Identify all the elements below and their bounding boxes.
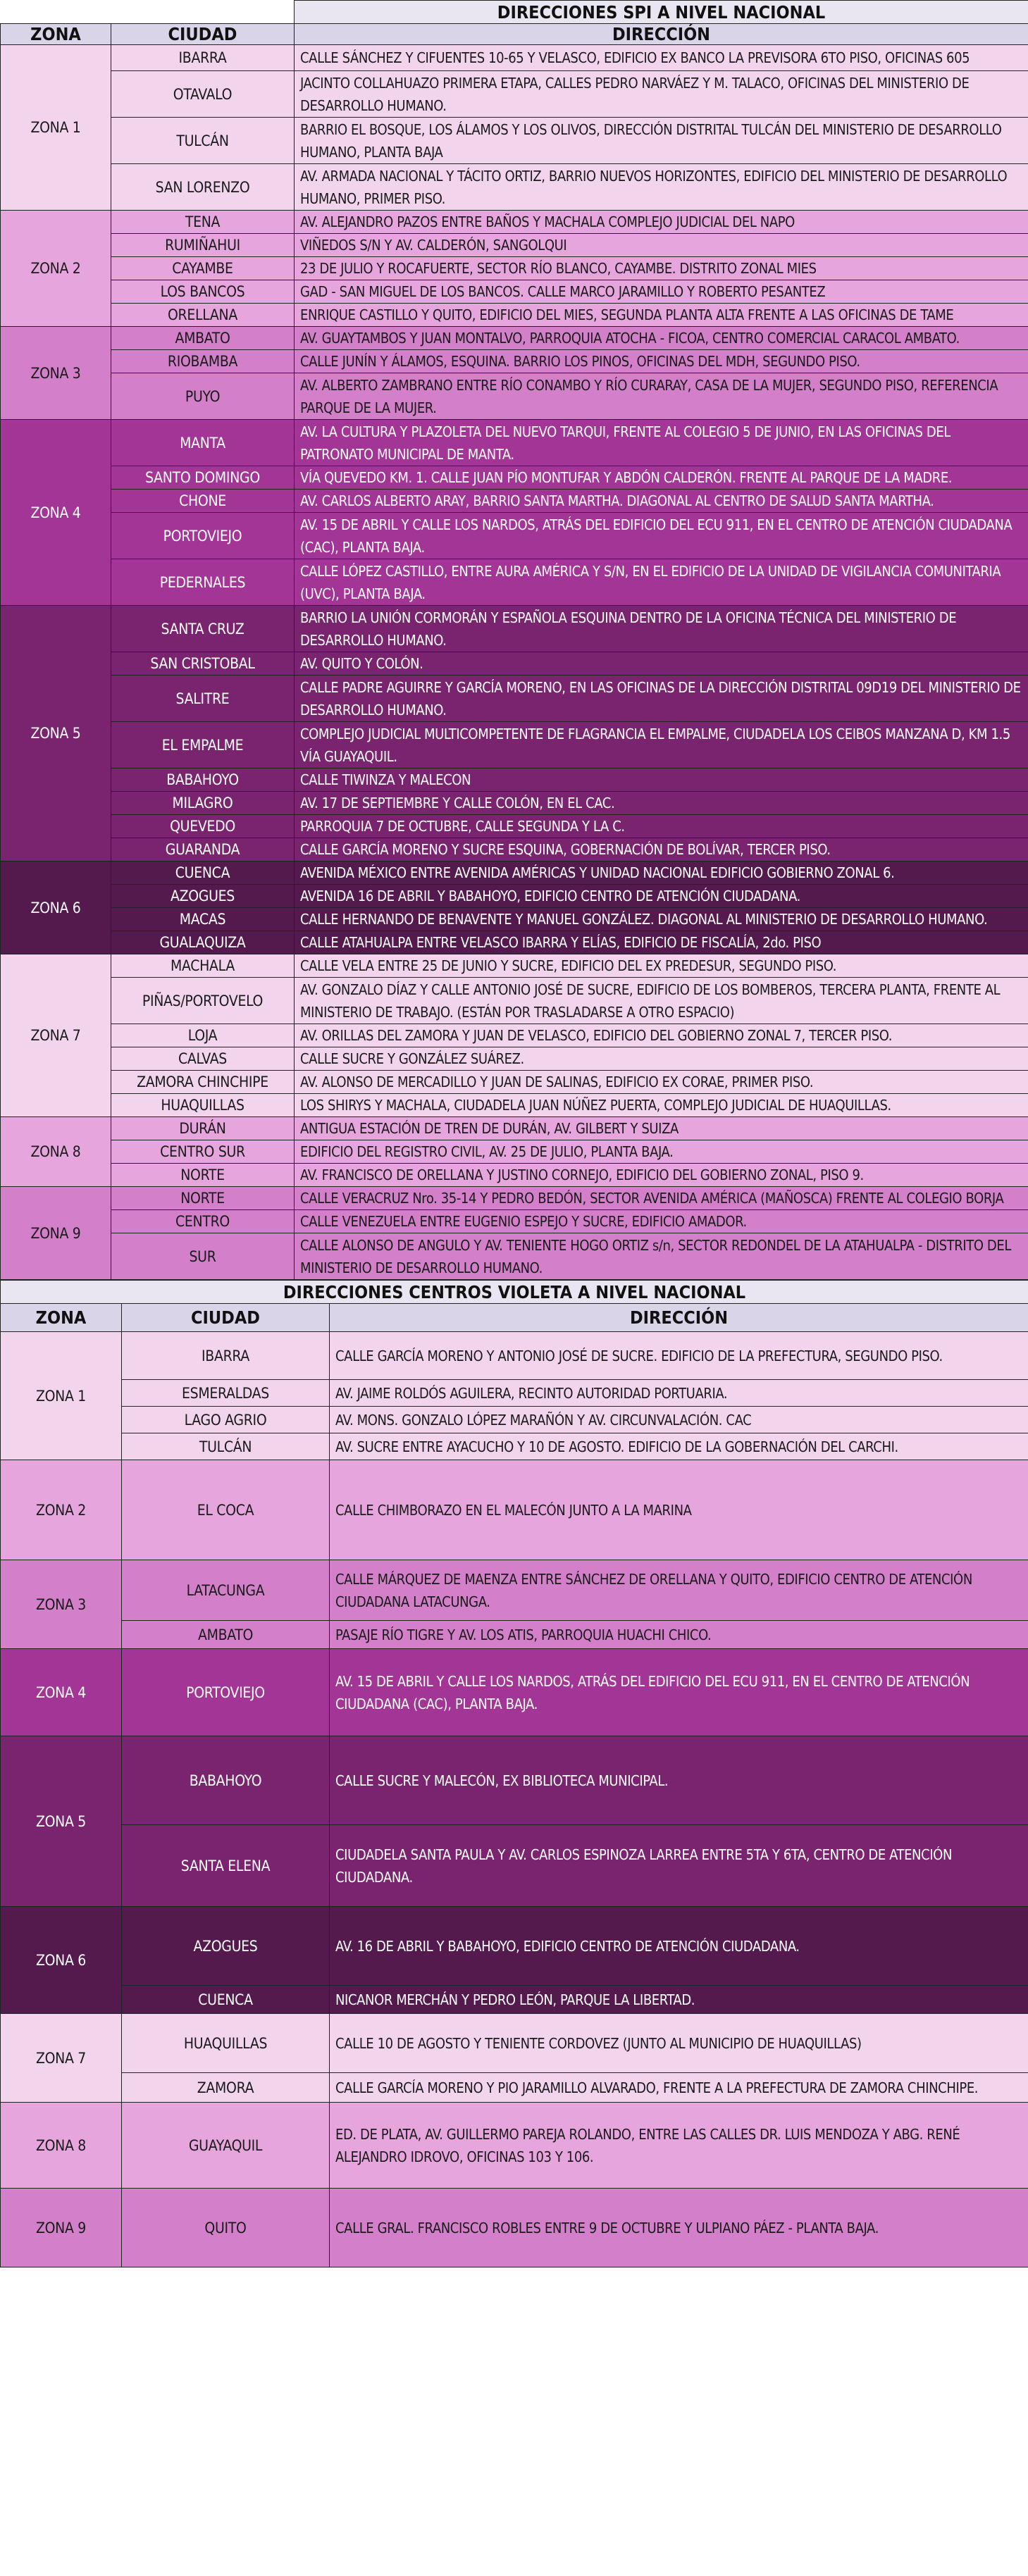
table-row [1,2103,1028,2189]
table-row [1,2014,1028,2073]
direccion-cell: AV. FRANCISCO DE ORELLANA Y JUSTINO CORNEJO, EDIFICIO DEL GOBIERNO ZONAL, PISO 9. [295,1164,1028,1187]
table-row [1,1071,1028,1094]
table-row [1,118,1028,164]
table-row [1,420,1028,466]
ciudad-cell: LOJA [111,1024,295,1047]
direccion-cell: AV. CARLOS ALBERTO ARAY, BARRIO SANTA MARTHA. DIAGONAL AL CENTRO DE SALUD SANTA MARTHA. [295,490,1028,513]
table-row [1,466,1028,490]
direccion-cell: CALLE PADRE AGUIRRE Y GARCÍA MORENO, EN LAS OFICINAS DE LA DIRECCIÓN DISTRITAL 09D19 DEL MINISTERIO DE DESARROLLO HUMANO. [295,676,1028,722]
table-row [1,1164,1028,1187]
direccion-cell: BARRIO LA UNIÓN CORMORÁN Y ESPAÑOLA ESQUINA DENTRO DE LA OFICINA TÉCNICA DEL MINISTERIO DE DESARROLLO HUMANO. [295,606,1028,652]
direccion-cell: EDIFICIO DEL REGISTRO CIVIL, AV. 25 DE JULIO, PLANTA BAJA. [295,1140,1028,1164]
direccion-cell: ENRIQUE CASTILLO Y QUITO, EDIFICIO DEL MIES, SEGUNDA PLANTA ALTA FRENTE A LAS OFICINAS DE TAME [295,304,1028,327]
ciudad-cell: PORTOVIEJO [111,513,295,559]
ciudad-cell: SAN LORENZO [111,164,295,211]
direccion-cell: AV. ALONSO DE MERCADILLO Y JUAN DE SALINAS, EDIFICIO EX CORAE, PRIMER PISO. [295,1071,1028,1094]
table-row [1,1736,1028,1825]
direccion-cell: CALLE TIWINZA Y MALECON [295,769,1028,792]
table-row [1,1187,1028,1210]
table-row [1,722,1028,769]
direccion-cell: ANTIGUA ESTACIÓN DE TREN DE DURÁN, AV. GILBERT Y SUIZA [295,1117,1028,1140]
ciudad-cell: CENTRO SUR [111,1140,295,1164]
zona-cell: ZONA 2 [1,1460,122,1560]
ciudad-cell: GUAYAQUIL [122,2103,330,2189]
ciudad-cell: RIOBAMBA [111,350,295,373]
ciudad-cell: SAN CRISTOBAL [111,652,295,676]
ciudad-cell: TENA [111,211,295,234]
ciudad-cell: TULCÁN [122,1433,330,1460]
table-row [1,513,1028,559]
zona-cell: ZONA 7 [1,2014,122,2103]
header-ciudad: CIUDAD [122,1304,330,1332]
table-row [1,257,1028,280]
zona-cell: ZONA 8 [1,2103,122,2189]
ciudad-cell: BABAHOYO [122,1736,330,1825]
header-zona: ZONA [1,1304,122,1332]
table-row [1,164,1028,211]
direccion-cell: CALLE 10 DE AGOSTO Y TENIENTE CORDOVEZ (JUNTO AL MUNICIPIO DE HUAQUILLAS) [330,2014,1028,2073]
table-row [1,1649,1028,1736]
ciudad-cell: DURÁN [111,1117,295,1140]
table-row [1,327,1028,350]
table-row [1,490,1028,513]
ciudad-cell: CAYAMBE [111,257,295,280]
ciudad-cell: AZOGUES [111,885,295,908]
zona-cell: ZONA 8 [1,1117,111,1187]
ciudad-cell: ORELLANA [111,304,295,327]
table-row [1,1210,1028,1233]
ciudad-cell: QUEVEDO [111,815,295,838]
ciudad-cell: LATACUNGA [122,1560,330,1621]
ciudad-cell: OTAVALO [111,71,295,118]
zona-cell: ZONA 1 [1,1332,122,1460]
ciudad-cell: CALVAS [111,1047,295,1071]
ciudad-cell: MACAS [111,908,295,931]
zona-cell: ZONA 2 [1,211,111,327]
direccion-cell: CALLE MÁRQUEZ DE MAENZA ENTRE SÁNCHEZ DE ORELLANA Y QUITO, EDIFICIO CENTRO DE ATENCIÓN CIUDADANA LATACUNGA. [330,1560,1028,1621]
direccion-cell: AV. 15 DE ABRIL Y CALLE LOS NARDOS, ATRÁS DEL EDIFICIO DEL ECU 911, EN EL CENTRO DE ATENCIÓN CIUDADANA (CAC), PLANTA BAJA. [330,1649,1028,1736]
table-row [1,211,1028,234]
zona-cell: ZONA 9 [1,2189,122,2267]
zona-cell: ZONA 5 [1,1736,122,1907]
table-row [1,1094,1028,1117]
ciudad-cell: MILAGRO [111,792,295,815]
table-row [1,2073,1028,2103]
direccion-cell: AV. GUAYTAMBOS Y JUAN MONTALVO, PARROQUIA ATOCHA - FICOA, CENTRO COMERCIAL CARACOL AMBATO. [295,327,1028,350]
table-row [1,1380,1028,1407]
direccion-cell: CIUDADELA SANTA PAULA Y AV. CARLOS ESPINOZA LARREA ENTRE 5TA Y 6TA, CENTRO DE ATENCIÓN CIUDADANA. [330,1825,1028,1907]
header-direccion: DIRECCIÓN [295,24,1028,45]
table-row [1,978,1028,1024]
table-row [1,1460,1028,1560]
table-row [1,350,1028,373]
direccion-cell: AV. ALEJANDRO PAZOS ENTRE BAÑOS Y MACHALA COMPLEJO JUDICIAL DEL NAPO [295,211,1028,234]
zona-cell: ZONA 6 [1,1907,122,2014]
table-row [1,1047,1028,1071]
zona-cell: ZONA 9 [1,1187,111,1280]
direccion-cell: AV. SUCRE ENTRE AYACUCHO Y 10 DE AGOSTO. EDIFICIO DE LA GOBERNACIÓN DEL CARCHI. [330,1433,1028,1460]
ciudad-cell: IBARRA [122,1332,330,1380]
ciudad-cell: PEDERNALES [111,559,295,606]
spi-table [0,0,1028,1280]
ciudad-cell: BABAHOYO [111,769,295,792]
table-row [1,1140,1028,1164]
direccion-cell: AVENIDA 16 DE ABRIL Y BABAHOYO, EDIFICIO CENTRO DE ATENCIÓN CIUDADANA. [295,885,1028,908]
direccion-cell: CALLE ALONSO DE ANGULO Y AV. TENIENTE HOGO ORTIZ s/n, SECTOR REDONDEL DE LA ATAHUALPA - DISTRITO DEL MINISTERIO DE DESARROLLO HUMANO. [295,1233,1028,1280]
table-row [1,1433,1028,1460]
ciudad-cell: LOS BANCOS [111,280,295,304]
ciudad-cell: CHONE [111,490,295,513]
direccion-cell: ED. DE PLATA, AV. GUILLERMO PAREJA ROLANDO, ENTRE LAS CALLES DR. LUIS MENDOZA Y ABG. RENÉ ALEJANDRO IDROVO, OFICINAS 103 Y 106. [330,2103,1028,2189]
ciudad-cell: GUARANDA [111,838,295,861]
zona-cell: ZONA 6 [1,861,111,954]
direccion-cell: PASAJE RÍO TIGRE Y AV. LOS ATIS, PARROQUIA HUACHI CHICO. [330,1621,1028,1649]
table-row [1,1117,1028,1140]
direccion-cell: 23 DE JULIO Y ROCAFUERTE, SECTOR RÍO BLANCO, CAYAMBE. DISTRITO ZONAL MIES [295,257,1028,280]
centros-violeta-table [0,1280,1028,2267]
ciudad-cell: CUENCA [111,861,295,885]
ciudad-cell: MACHALA [111,954,295,978]
direccion-cell: CALLE HERNANDO DE BENAVENTE Y MANUEL GONZÁLEZ. DIAGONAL AL MINISTERIO DE DESARROLLO HUMANO. [295,908,1028,931]
table-row [1,861,1028,885]
ciudad-cell: EL COCA [122,1460,330,1560]
direccion-cell: AV. QUITO Y COLÓN. [295,652,1028,676]
ciudad-cell: SUR [111,1233,295,1280]
direccion-cell: CALLE GRAL. FRANCISCO ROBLES ENTRE 9 DE OCTUBRE Y ULPIANO PÁEZ - PLANTA BAJA. [330,2189,1028,2267]
direccion-cell: BARRIO EL BOSQUE, LOS ÁLAMOS Y LOS OLIVOS, DIRECCIÓN DISTRITAL TULCÁN DEL MINISTERIO DE DESARROLLO HUMANO, PLANTA BAJA [295,118,1028,164]
table-row [1,1825,1028,1907]
ciudad-cell: AZOGUES [122,1907,330,1986]
direccion-cell: AV. 16 DE ABRIL Y BABAHOYO, EDIFICIO CENTRO DE ATENCIÓN CIUDADANA. [330,1907,1028,1986]
ciudad-cell: PUYO [111,373,295,420]
table-row [1,885,1028,908]
ciudad-cell: NORTE [111,1164,295,1187]
direccion-cell: CALLE VERACRUZ Nro. 35-14 Y PEDRO BEDÓN, SECTOR AVENIDA AMÉRICA (MAÑOSCA) FRENTE AL COLEGIO BORJA [295,1187,1028,1210]
direccion-cell: AV. LA CULTURA Y PLAZOLETA DEL NUEVO TARQUI, FRENTE AL COLEGIO 5 DE JUNIO, EN LAS OFICINAS DEL PATRONATO MUNICIPAL DE MANTA. [295,420,1028,466]
title-spacer [1,1,295,24]
table-row [1,373,1028,420]
table-row [1,71,1028,118]
direccion-cell: CALLE VELA ENTRE 25 DE JUNIO Y SUCRE, EDIFICIO DEL EX PREDESUR, SEGUNDO PISO. [295,954,1028,978]
ciudad-cell: QUITO [122,2189,330,2267]
table-row [1,280,1028,304]
table-row [1,45,1028,71]
ciudad-cell: TULCÁN [111,118,295,164]
direccion-cell: CALLE VENEZUELA ENTRE EUGENIO ESPEJO Y SUCRE, EDIFICIO AMADOR. [295,1210,1028,1233]
ciudad-cell: PORTOVIEJO [122,1649,330,1736]
zona-cell: ZONA 5 [1,606,111,861]
table-row [1,954,1028,978]
direccion-cell: CALLE ATAHUALPA ENTRE VELASCO IBARRA Y ELÍAS, EDIFICIO DE FISCALÍA, 2do. PISO [295,931,1028,954]
direccion-cell: CALLE GARCÍA MORENO Y SUCRE ESQUINA, GOBERNACIÓN DE BOLÍVAR, TERCER PISO. [295,838,1028,861]
header-ciudad: CIUDAD [111,24,295,45]
table-row [1,234,1028,257]
direccion-cell: GAD - SAN MIGUEL DE LOS BANCOS. CALLE MARCO JARAMILLO Y ROBERTO PESANTEZ [295,280,1028,304]
direccion-cell: COMPLEJO JUDICIAL MULTICOMPETENTE DE FLAGRANCIA EL EMPALME, CIUDADELA LOS CEIBOS MANZANA D, KM 1.5 VÍA GUAYAQUIL. [295,722,1028,769]
table-row [1,2189,1028,2267]
direccion-cell: CALLE SUCRE Y MALECÓN, EX BIBLIOTECA MUNICIPAL. [330,1736,1028,1825]
ciudad-cell: CENTRO [111,1210,295,1233]
ciudad-cell: SANTA CRUZ [111,606,295,652]
zona-cell: ZONA 7 [1,954,111,1117]
ciudad-cell: CUENCA [122,1986,330,2014]
table-row [1,1621,1028,1649]
spi-title: DIRECCIONES SPI A NIVEL NACIONAL [295,1,1028,24]
table-row [1,606,1028,652]
table-row [1,769,1028,792]
ciudad-cell: HUAQUILLAS [111,1094,295,1117]
direccion-cell: CALLE GARCÍA MORENO Y ANTONIO JOSÉ DE SUCRE. EDIFICIO DE LA PREFECTURA, SEGUNDO PISO. [330,1332,1028,1380]
zona-cell: ZONA 4 [1,420,111,606]
ciudad-cell: MANTA [111,420,295,466]
ciudad-cell: HUAQUILLAS [122,2014,330,2073]
ciudad-cell: SANTO DOMINGO [111,466,295,490]
direccion-cell: CALLE LÓPEZ CASTILLO, ENTRE AURA AMÉRICA Y S/N, EN EL EDIFICIO DE LA UNIDAD DE VIGILANCIA COMUNITARIA (UVC), PLANTA BAJA. [295,559,1028,606]
direccion-cell: AV. JAIME ROLDÓS AGUILERA, RECINTO AUTORIDAD PORTUARIA. [330,1380,1028,1407]
direccion-cell: AV. ALBERTO ZAMBRANO ENTRE RÍO CONAMBO Y RÍO CURARAY, CASA DE LA MUJER, SEGUNDO PISO, REFERENCIA PARQUE DE LA MUJER. [295,373,1028,420]
zona-cell: ZONA 4 [1,1649,122,1736]
table-row [1,1233,1028,1280]
direccion-cell: CALLE GARCÍA MORENO Y PIO JARAMILLO ALVARADO, FRENTE A LA PREFECTURA DE ZAMORA CHINCHIPE. [330,2073,1028,2103]
direccion-cell: AV. MONS. GONZALO LÓPEZ MARAÑÓN Y AV. CIRCUNVALACIÓN. CAC [330,1407,1028,1433]
ciudad-cell: SANTA ELENA [122,1825,330,1907]
direccion-cell: AV. ARMADA NACIONAL Y TÁCITO ORTIZ, BARRIO NUEVOS HORIZONTES, EDIFICIO DEL MINISTERIO DE DESARROLLO HUMANO, PRIMER PISO. [295,164,1028,211]
direccion-cell: CALLE SUCRE Y GONZÁLEZ SUÁREZ. [295,1047,1028,1071]
zona-cell: ZONA 3 [1,327,111,420]
direccion-cell: VÍA QUEVEDO KM. 1. CALLE JUAN PÍO MONTUFAR Y ABDÓN CALDERÓN. FRENTE AL PARQUE DE LA MADRE. [295,466,1028,490]
direccion-cell: AV. 17 DE SEPTIEMBRE Y CALLE COLÓN, EN EL CAC. [295,792,1028,815]
table-row [1,1024,1028,1047]
table-row [1,559,1028,606]
direccion-cell: PARROQUIA 7 DE OCTUBRE, CALLE SEGUNDA Y LA C. [295,815,1028,838]
table-row [1,1907,1028,1986]
ciudad-cell: GUALAQUIZA [111,931,295,954]
table-row [1,1332,1028,1380]
table-row [1,1560,1028,1621]
table-row [1,676,1028,722]
ciudad-cell: LAGO AGRIO [122,1407,330,1433]
header-direccion: DIRECCIÓN [330,1304,1028,1332]
direccion-cell: CALLE CHIMBORAZO EN EL MALECÓN JUNTO A LA MARINA [330,1460,1028,1560]
direccion-cell: CALLE SÁNCHEZ Y CIFUENTES 10-65 Y VELASCO, EDIFICIO EX BANCO LA PREVISORA 6TO PISO, OFICINAS 605 [295,45,1028,71]
ciudad-cell: RUMIÑAHUI [111,234,295,257]
ciudad-cell: SALITRE [111,676,295,722]
ciudad-cell: ESMERALDAS [122,1380,330,1407]
direccion-cell: NICANOR MERCHÁN Y PEDRO LEÓN, PARQUE LA LIBERTAD. [330,1986,1028,2014]
table-row [1,908,1028,931]
ciudad-cell: EL EMPALME [111,722,295,769]
violeta-title: DIRECCIONES CENTROS VIOLETA A NIVEL NACIONAL [1,1281,1028,1304]
table-row [1,1407,1028,1433]
direccion-cell: VIÑEDOS S/N Y AV. CALDERÓN, SANGOLQUI [295,234,1028,257]
header-zona: ZONA [1,24,111,45]
zona-cell: ZONA 1 [1,45,111,211]
direccion-cell: AV. GONZALO DÍAZ Y CALLE ANTONIO JOSÉ DE SUCRE, EDIFICIO DE LOS BOMBEROS, TERCERA PLANTA, FRENTE AL MINISTERIO DE TRABAJO. (ESTÁN POR TRASLADARSE A OTRO ESPACIO) [295,978,1028,1024]
zona-cell: ZONA 3 [1,1560,122,1649]
direccion-cell: AV. ORILLAS DEL ZAMORA Y JUAN DE VELASCO, EDIFICIO DEL GOBIERNO ZONAL 7, TERCER PISO. [295,1024,1028,1047]
table-row [1,792,1028,815]
ciudad-cell: AMBATO [122,1621,330,1649]
direccion-cell: AVENIDA MÉXICO ENTRE AVENIDA AMÉRICAS Y UNIDAD NACIONAL EDIFICIO GOBIERNO ZONAL 6. [295,861,1028,885]
ciudad-cell: IBARRA [111,45,295,71]
table-row [1,304,1028,327]
ciudad-cell: ZAMORA [122,2073,330,2103]
ciudad-cell: AMBATO [111,327,295,350]
table-row [1,652,1028,676]
direccion-cell: CALLE JUNÍN Y ÁLAMOS, ESQUINA. BARRIO LOS PINOS, OFICINAS DEL MDH, SEGUNDO PISO. [295,350,1028,373]
ciudad-cell: NORTE [111,1187,295,1210]
direccion-cell: LOS SHIRYS Y MACHALA, CIUDADELA JUAN NÚÑEZ PUERTA, COMPLEJO JUDICIAL DE HUAQUILLAS. [295,1094,1028,1117]
table-row [1,931,1028,954]
direccion-cell: JACINTO COLLAHUAZO PRIMERA ETAPA, CALLES PEDRO NARVÁEZ Y M. TALACO, OFICINAS DEL MINISTERIO DE DESARROLLO HUMANO. [295,71,1028,118]
table-row [1,838,1028,861]
direccion-cell: AV. 15 DE ABRIL Y CALLE LOS NARDOS, ATRÁS DEL EDIFICIO DEL ECU 911, EN EL CENTRO DE ATENCIÓN CIUDADANA (CAC), PLANTA BAJA. [295,513,1028,559]
table-row [1,1986,1028,2014]
ciudad-cell: ZAMORA CHINCHIPE [111,1071,295,1094]
ciudad-cell: PIÑAS/PORTOVELO [111,978,295,1024]
table-row [1,815,1028,838]
